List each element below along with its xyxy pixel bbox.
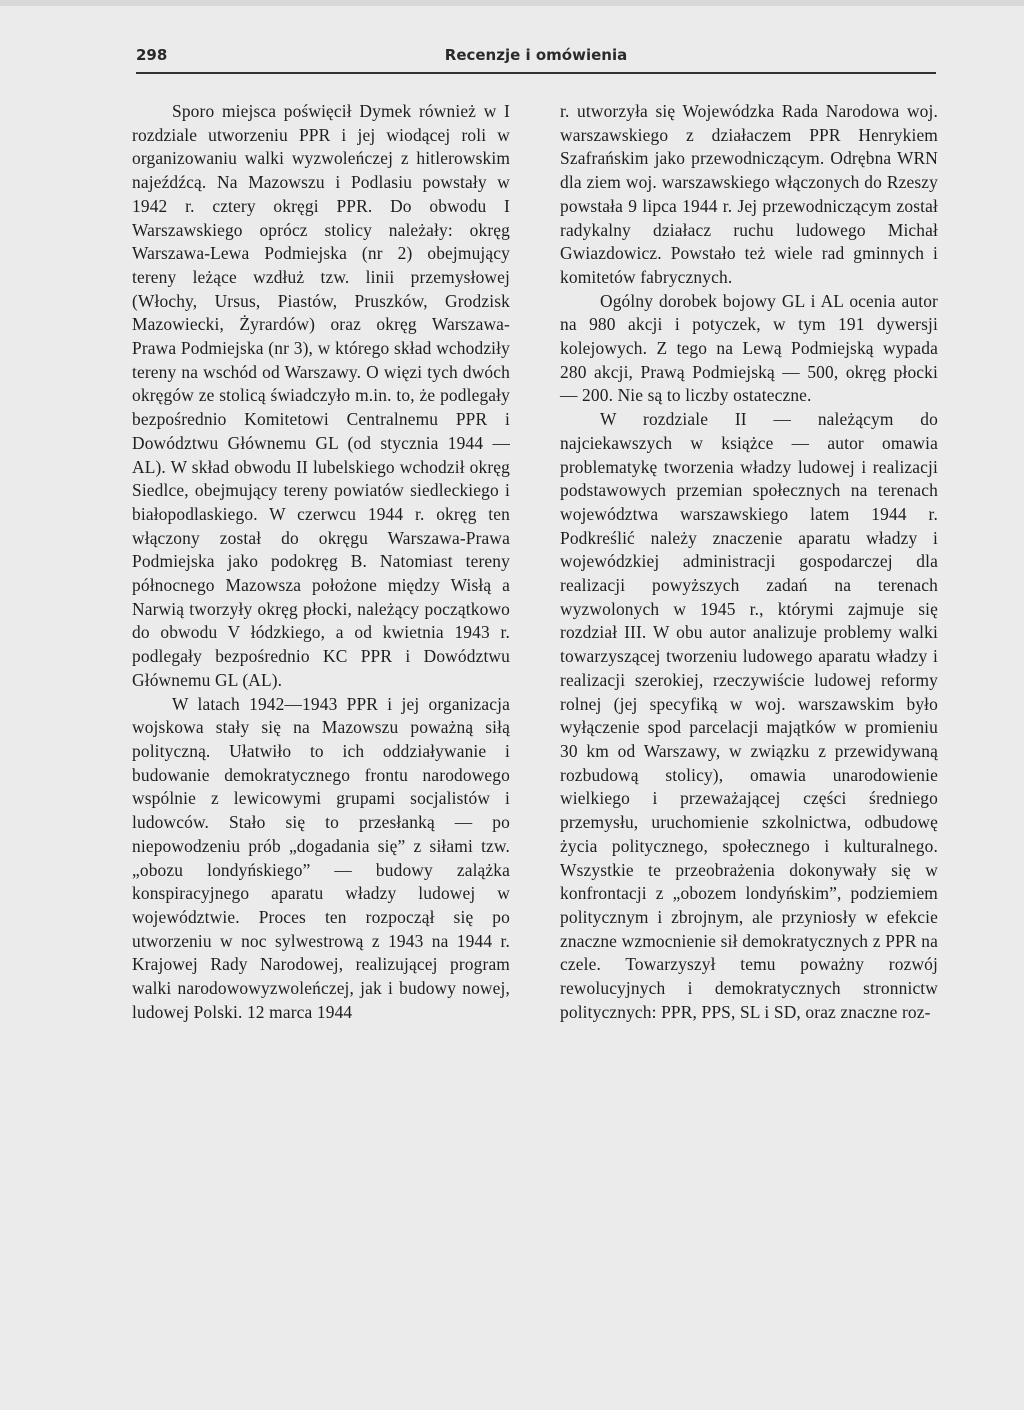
paragraph: r. utworzyła się Wojewódzka Rada Narodowa woj. warszawskiego z działaczem PPR Henrykiem Szafrańskim jako przewodniczącym. Odrębna WRN dla ziem woj. warszawskiego włączonych do Rzeszy powstała 9 lipca 1944 r. Jej przewodniczącym został radykalny działacz ruchu ludowego Michał Gwiazdowicz. Powstało też wiele rad gminnych i komitetów fabrycznych.	[560, 101, 938, 287]
paragraph: Ogólny dorobek bojowy GL i AL ocenia autor na 980 akcji i potyczek, w tym 191 dywersji kolejowych. Z tego na Lewą Podmiejską wypada 280 akcji, Prawą Podmiejską — 500, okręg płocki — 200. Nie są to liczby ostateczne.	[560, 290, 938, 406]
running-title: Recenzje i omówienia	[444, 46, 628, 64]
scan-edge	[0, 0, 1024, 6]
paragraph: Sporo miejsca poświęcił Dymek również w I rozdziale utworzeniu PPR i jej wiodącej roli w organizowaniu walki wyzwoleńczej z hitlerowskim najeźdźcą. Na Mazowszu i Podlasiu powstały w 1942 r. cztery okręgi PPR. Do obwodu I Warszawskiego oprócz stolicy należały: okręg Warszawa-Lewa Podmiejska (nr 2) obejmujący tereny leżące wzdłuż tzw. linii przemysłowej (Włochy, Ursus, Piastów, Pruszków, Grodzisk Mazowiecki, Żyrardów) oraz okręg Warszawa-Prawa Podmiejska (nr 3), w którego skład wchodziły tereny na wschód od Warszawy. O więzi tych dwóch okręgów ze stolicą świadczyło m.in. to, że podlegały bezpośrednio Komitetowi Centralnemu PPR i Dowództwu Głównemu GL (od stycznia 1944 — AL). W skład obwodu II lubelskiego wchodził okręg Siedlce, obejmujący tereny powiatów siedleckiego i białopodlaskiego. W czerwcu 1944 r. okręg ten włączony został do okręgu Warszawa-Prawa Podmiejska jako podokręg B. Natomiast tereny północnego Mazowsza położone między Wisłą a Narwią tworzyły okręg płocki, należący początkowo do obwodu V łódzkiego, a od kwietnia 1943 r. podlegały bezpośrednio KC PPR i Dowództwu Głównemu GL (AL).	[132, 101, 510, 690]
page-number: 298	[136, 46, 168, 64]
paragraph: W rozdziale II — należącym do najciekawszych w książce — autor omawia problematykę tworzenia władzy ludowej i realizacji podstawowych przemian społecznych na terenach województwa warszawskiego latem 1944 r. Podkreślić należy znaczenie aparatu władzy i wojewódzkiej administracji gospodarczej dla realizacji powyższych zadań na terenach wyzwolonych w 1945 r., którymi zajmuje się rozdział III. W obu autor analizuje problemy walki towarzyszącej tworzeniu ludowego aparatu władzy i realizacji szerokiej, rzeczywiście ludowej reformy rolnej (jej specyfiką w woj. warszawskim było wyłączenie spod parcelacji majątków w promieniu 30 km od Warszawy, w związku z przewidywaną rozbudową stolicy), omawia unarodowienie wielkiego i przeważającej części średniego przemysłu, uruchomienie szkolnictwa, odbudowę życia politycznego, społecznego i kulturalnego. Wszystkie te przeobrażenia dokonywały się w konfrontacji z „obozem londyńskim”, podziemiem politycznym i zbrojnym, ale przyniosły w efekcie znaczne wzmocnienie sił demokratycznych z PPR na czele. Towarzyszył temu poważny rozwój rewolucyjnych i demokratycznych stronnictw politycznych: PPR, PPS, SL i SD, oraz znaczne roz-	[560, 409, 938, 1022]
paragraph: W latach 1942—1943 PPR i jej organizacja wojskowa stały się na Mazowszu poważną siłą polityczną. Ułatwiło to ich oddziaływanie i budowanie demokratycznego frontu narodowego wspólnie z lewicowymi grupami socjalistów i ludowców. Stało się to przesłanką — po niepowodzeniu prób „dogadania się” z siłami tzw. „obozu londyńskiego” — budowy zalążka konspiracyjnego aparatu władzy ludowej w województwie. Proces ten rozpoczął się po utworzeniu w noc sylwestrową z 1943 na 1944 r. Krajowej Rady Narodowej, realizującej program walki narodowowyzwoleńczej, jak i budowy nowej, ludowej Polski. 12 marca 1944	[132, 693, 510, 1022]
left-column	[132, 100, 510, 1024]
header-rule	[136, 72, 936, 74]
page-header	[136, 44, 936, 68]
right-column	[560, 100, 938, 1024]
